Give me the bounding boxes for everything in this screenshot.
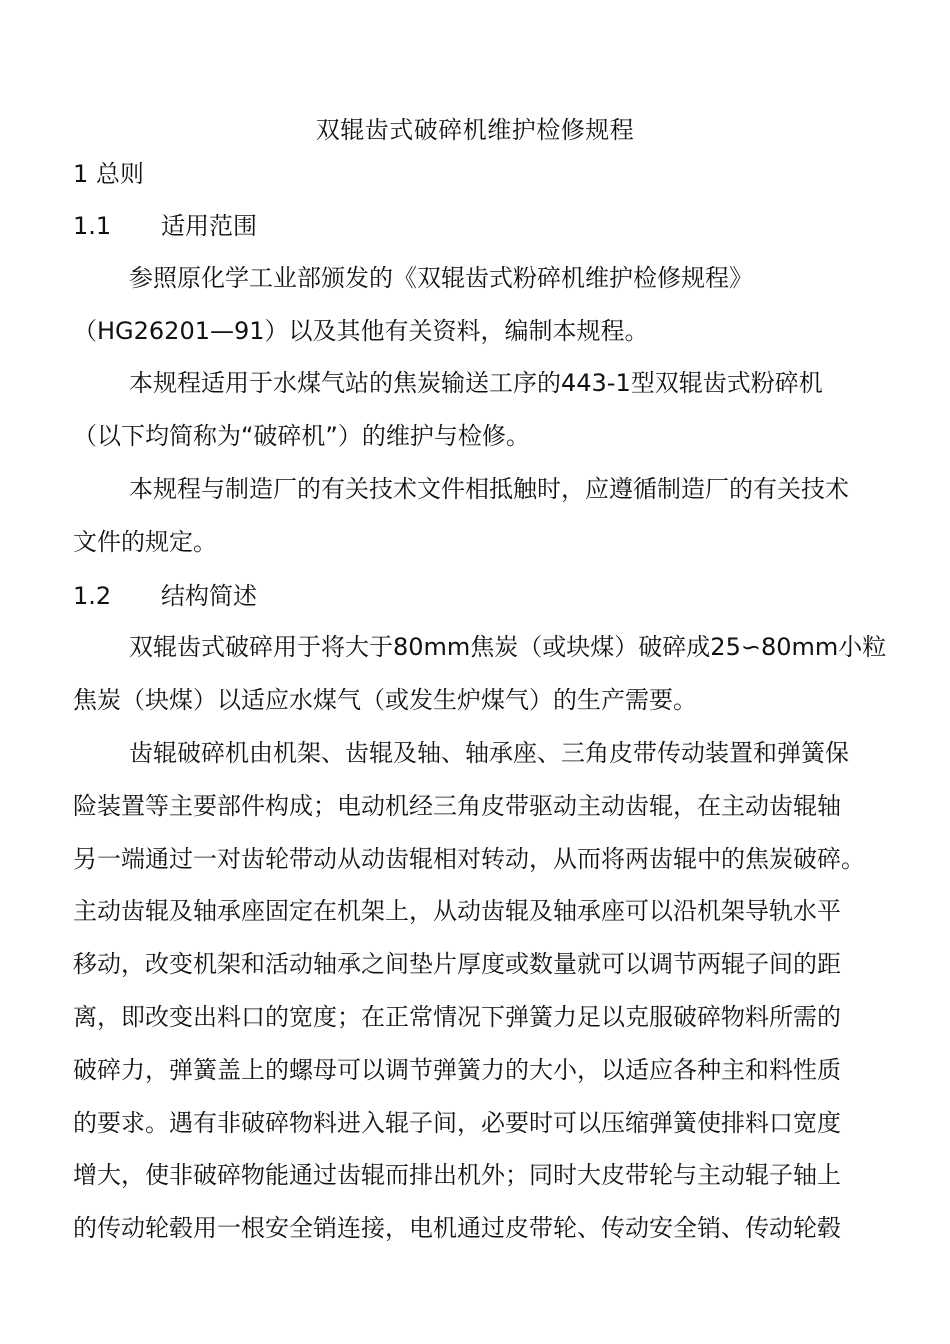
paragraph-structure-description (73, 727, 885, 1255)
paragraph-line: （HG26201—91）以及其他有关资料，编制本规程。 (73, 316, 649, 345)
section-label: 适用范围 (161, 212, 257, 240)
paragraph-line: 参照原化学工业部颁发的《双辊齿式粉碎机维护检修规程》 (129, 264, 753, 292)
paragraph-line: 本规程适用于水煤气站的焦炭输送工序的443-1型双辊齿式粉碎机 (129, 369, 823, 397)
paragraph-line: 离，即改变出料口的宽度；在正常情况下弹簧力足以克服破碎物料所需的 (73, 1002, 841, 1031)
paragraph-line: 移动，改变机架和活动轴承之间垫片厚度或数量就可以调节两辊子间的距 (73, 950, 841, 979)
paragraph-line: （以下均简称为“破碎机”）的维护与检修。 (73, 421, 530, 450)
paragraph-conflict (73, 463, 885, 569)
paragraph-line: 险装置等主要部件构成；电动机经三角皮带驱动主动齿辊，在主动齿辊轴 (73, 791, 841, 820)
paragraph-purpose (73, 621, 885, 727)
section-number: 1.1 (73, 212, 112, 240)
paragraph-line: 焦炭（块煤）以适应水煤气（或发生炉煤气）的生产需要。 (73, 685, 697, 714)
paragraph-line: 增大，使非破碎物能通过齿辊而排出机外；同时大皮带轮与主动辊子轴上 (73, 1161, 841, 1190)
section-heading-scope (73, 210, 257, 242)
section-label: 结构简述 (161, 582, 257, 610)
paragraph-line: 齿辊破碎机由机架、齿辊及轴、轴承座、三角皮带传动装置和弹簧保 (129, 739, 849, 767)
paragraph-line: 文件的规定。 (73, 527, 217, 556)
paragraph-applicability (73, 357, 885, 463)
section-heading-general: 1 总则 (73, 160, 144, 188)
section-number: 1.2 (73, 582, 112, 610)
paragraph-line: 破碎力，弹簧盖上的螺母可以调节弹簧力的大小，以适应各种主和料性质 (73, 1055, 841, 1084)
paragraph-line: 双辊齿式破碎用于将大于80mm焦炭（或块煤）破碎成25∽80mm小粒 (129, 633, 887, 661)
paragraph-reference (73, 252, 885, 358)
document-title: 双辊齿式破碎机维护检修规程 (315, 116, 635, 144)
section-heading-structure (73, 580, 257, 612)
paragraph-line: 的要求。遇有非破碎物料进入辊子间，必要时可以压缩弹簧使排料口宽度 (73, 1108, 841, 1137)
paragraph-line: 本规程与制造厂的有关技术文件相抵触时，应遵循制造厂的有关技术 (129, 475, 849, 503)
paragraph-line: 主动齿辊及轴承座固定在机架上，从动齿辊及轴承座可以沿机架导轨水平 (73, 897, 841, 926)
paragraph-line: 的传动轮毂用一根安全销连接，电机通过皮带轮、传动安全销、传动轮毂 (73, 1214, 841, 1243)
paragraph-line: 另一端通过一对齿轮带动从动齿辊相对转动，从而将两齿辊中的焦炭破碎。 (73, 844, 865, 873)
